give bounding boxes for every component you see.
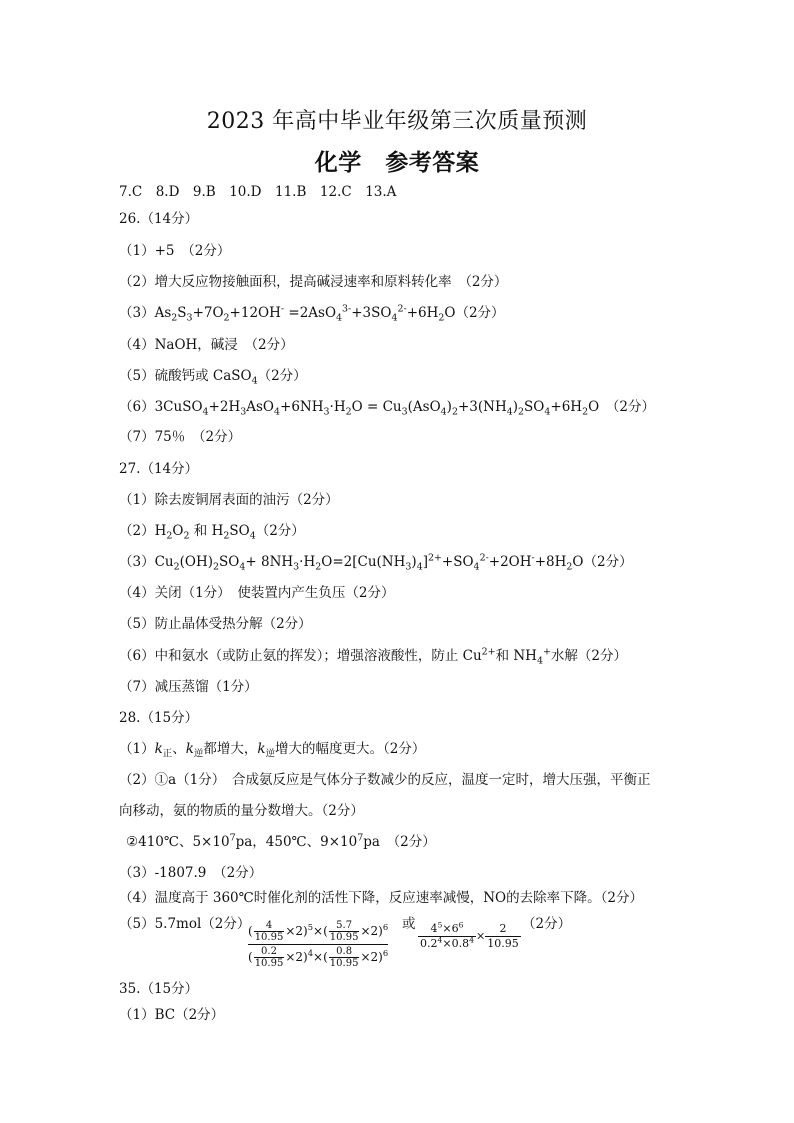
answer-line-q28: 28.（15分）	[119, 710, 199, 726]
answer-28-5-score: （2分）	[522, 916, 572, 932]
answer-26-5: （5）硫酸钙或 CaSO$_4$（2分）	[119, 368, 307, 387]
answer-line-q27-7: （7）减压蒸馏（1分）	[119, 679, 258, 695]
answer-line-q28-3: （3）-1807.9 （2分）	[119, 865, 263, 881]
answer-27-3: $(3)Cu_2(OH)_2SO_4+ 8NH_3\cdot H_2O=2[Cu(NH_3)_4]^{2+}+SO_4^{2-}+2OH^-+8H_2O(2$分）	[119, 552, 633, 573]
answer-line-q35: 35.（15分）	[119, 981, 199, 997]
answer-line-q27-4: （4）关闭（1分） 使装置内产生负压（2分）	[119, 585, 395, 601]
answer-line-q28-4: （4）温度高于 360℃时催化剂的活性下降，反应速率减慢，NO的去除率下降。（2分）	[119, 890, 643, 906]
answer-line-q27: 27.（14分）	[119, 461, 199, 477]
answer-28-2: （2）①a（1分） 合成氨反应是气体分子数减少的反应，温度一定时，增大压强，平衡正	[119, 772, 651, 788]
answer-line-q26-2: （2）增大反应物接触面积，提高碱浸速率和原料转化率 （2分）	[119, 274, 508, 290]
answer-28-1: $(1)k_正$、$k_逆$都增大，$k_逆$增大的幅度更大。（2分）	[119, 741, 426, 760]
answer-line-mc: 7.C 8.D 9.B 10.D 11.B 12.C 13.A	[119, 184, 397, 200]
alternative-expression: $\frac{4^5\times 6^6}{0.2^4\times 0.8^4}$ × $\frac{2}{10.95}$	[420, 920, 519, 950]
answer-line-q35-1: （1）BC（2分）	[119, 1007, 225, 1023]
answer-line-q26: 26.（14分）	[119, 211, 199, 227]
answer-line-q26-4: （4）NaOH，碱浸 （2分）	[119, 337, 294, 353]
page-title: 2023 年高中毕业年级第三次质量预测	[206, 109, 588, 134]
answer-line-q26-1: （1）+5 （2分）	[119, 243, 231, 259]
equilibrium-constant-expression: ( $\frac{4}{10.95}$ ×2)$^5$×( $\frac{5.7}{10.95}$ ×2)$^6$ ( $\frac{0.2}{10.95}$ ×2)$^4$×( $\frac{0.8}{10.95}$ ×2)$^6$	[248, 920, 389, 969]
answer-27-6: （6）中和氨水（或防止氨的挥发）；增强溶液酸性，防止 $Cu^{2+}$和 $NH_4^+$水解（2分）	[119, 646, 627, 667]
or-label: 或	[402, 916, 416, 932]
answer-27-2: $(2)H_2O_2$ 和 $H_2SO_4(2$分）	[119, 523, 305, 542]
answer-26-6: $(6)3CuSO_4+2H_3AsO_4+6NH_3\cdot H_2O = Cu_3(AsO_4)_2+3(NH_4)_2SO_4+6H_2O$ （2分）	[119, 399, 656, 418]
answer-line-q28-2b: 向移动，氨的物质的量分数增大。（2分）	[119, 803, 364, 819]
page-subtitle: 化学 参考答案	[314, 149, 480, 176]
answer-28-5: （5）5.7mol（2分）	[119, 916, 251, 932]
answer-line-q27-1: （1）除去废铜屑表面的油污（2分）	[119, 492, 339, 508]
answer-28-2-2: ②410℃、$5\times 10^7pa$，450℃、$9\times 10^7pa$ （2分）	[126, 832, 436, 850]
answer-line-q26-7: （7）75％ （2分）	[119, 429, 242, 445]
answer-line-q27-5: （5）防止晶体受热分解（2分）	[119, 616, 312, 632]
answer-26-3: $(3)As_2S_3+7O_2+12OH^- =2AsO_4^{3-}+3SO_4^{2-}+6H_2O(2$分）	[119, 303, 505, 324]
